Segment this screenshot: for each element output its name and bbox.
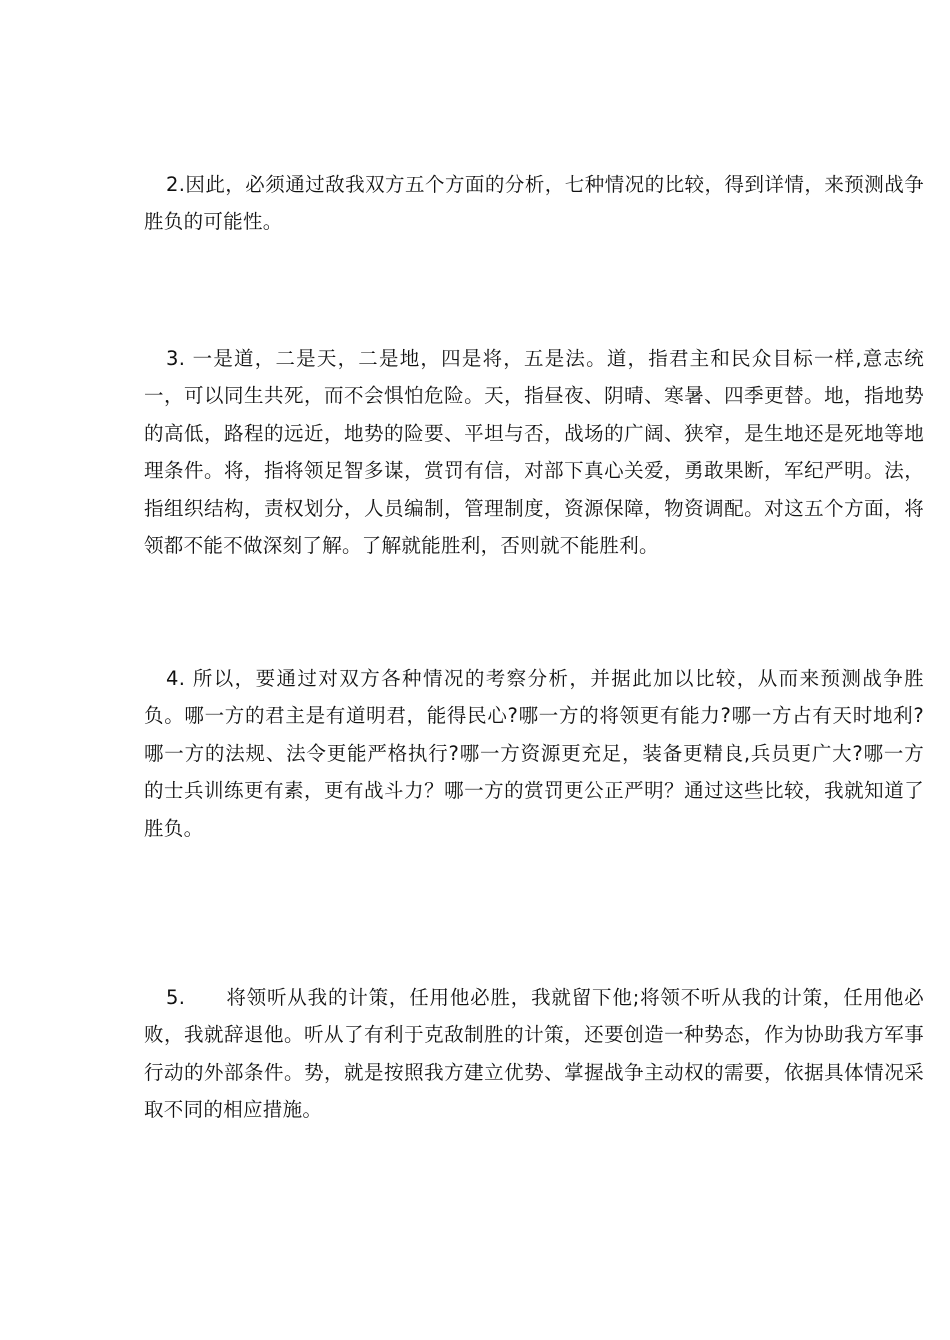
paragraph-3: 3. 一是道，二是天，二是地，四是将，五是法。道，指君主和民众目标一样,意志统一，可以同生共死，而不会惧怕危险。天，指昼夜、阴晴、寒暑、四季更替。地，指地势的高低，路程的远近，地势的险要、平坦与否，战场的广阔、狭窄，是生地还是死地等地理条件。将，指将领足智多谋，赏罚有信，对部下真心关爱，勇敢果断，军纪严明。法，指组织结构，责权划分，人员编制，管理制度，资源保障，物资调配。对这五个方面，将领都不能不做深刻了解。了解就能胜利，否则就不能胜利。 [144, 347, 924, 558]
paragraph-2: 2.因此，必须通过敌我双方五个方面的分析，七种情况的比较，得到详情，来预测战争胜负的可能性。 [144, 173, 924, 234]
paragraph-4: 4. 所以，要通过对双方各种情况的考察分析，并据此加以比较，从而来预测战争胜负。哪一方的君主是有道明君，能得民心?哪一方的将领更有能力?哪一方占有天时地利?哪一方的法规、法令更能严格执行?哪一方资源更充足，装备更精良,兵员更广大?哪一方的士兵训练更有素，更有战斗力？哪一方的赏罚更公正严明？通过这些比较，我就知道了胜负。 [144, 667, 924, 840]
paragraph-5: 5. 将领听从我的计策，任用他必胜，我就留下他;将领不听从我的计策，任用他必败，我就辞退他。听从了有利于克敌制胜的计策，还要创造一种势态，作为协助我方军事行动的外部条件。势，就是按照我方建立优势、掌握战争主动权的需要，依据具体情况采取不同的相应措施。 [144, 986, 924, 1122]
